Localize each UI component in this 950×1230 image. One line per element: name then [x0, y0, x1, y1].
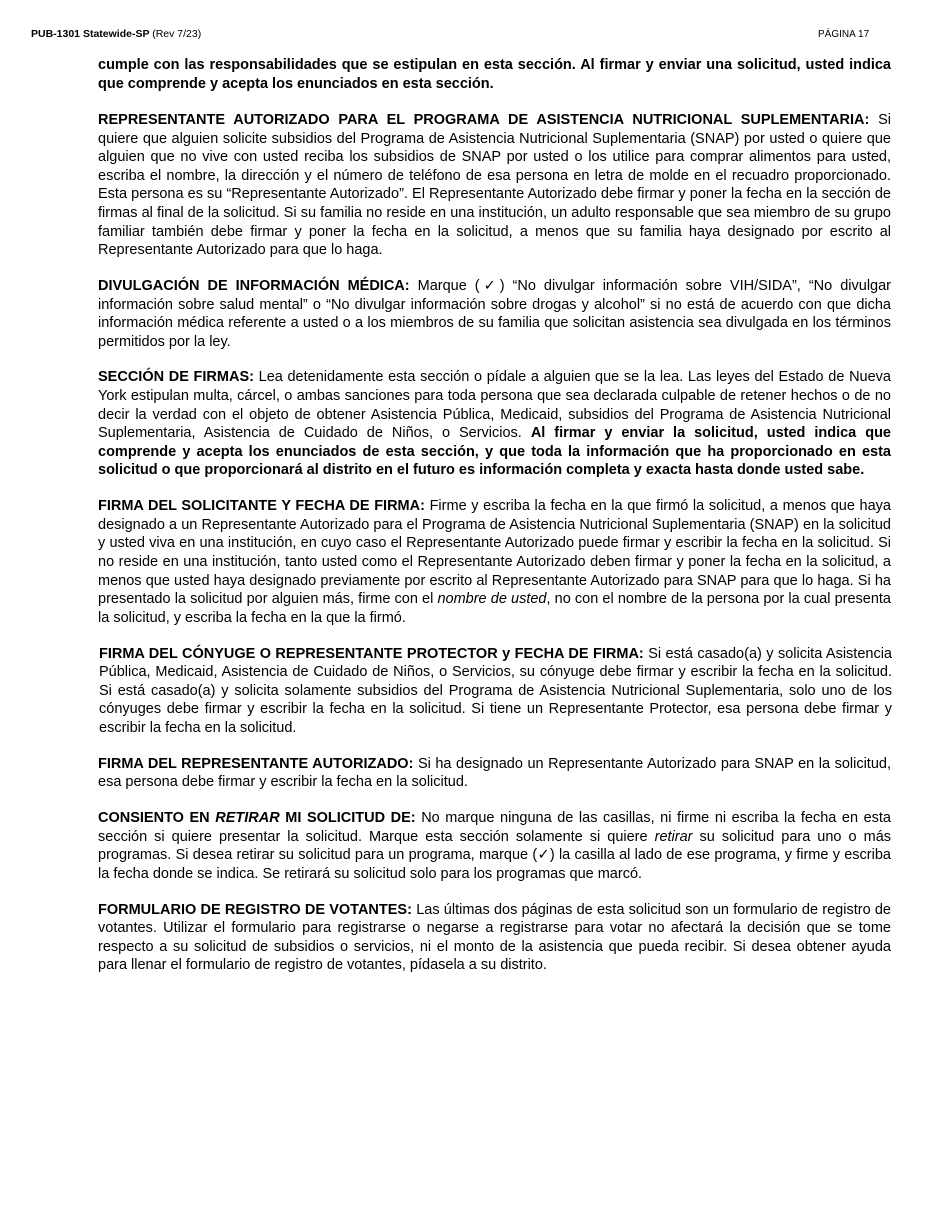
document-code: PUB-1301 Statewide-SP: [31, 28, 150, 40]
section-text: Si quiere que alguien solicite subsidios del Programa de Asistencia Nutricional Suplementaria (SNAP) por usted o quiere que alguien que no vive con usted reciba los subsidios de SNAP por usted o los utilice para comprar alimentos para usted, escriba el nombre, la dirección y el número de teléfono de esa persona en letra de molde en el recuadro proporcionado. Esta persona es su “Representante Autorizado”. El Representante Autorizado debe firmar y poner la fecha en la sección de firmas al final de la solicitud. Si su familia no reside en una institución, un adulto responsable que sea miembro de su grupo familiar también debe firmar y poner la fecha en la solicitud, a menos que su familia haya designado por escrito al Representante Autorizado para que lo haga.: [98, 111, 891, 259]
section-text-continued: su solicitud para uno o más programas. Si desea retirar su solicitud para un programa, marque (✓) la casilla al lado de ese programa, y firme y escriba la fecha donde se indica. Se retirará su solicitud solo para los programas que marcó.: [98, 828, 892, 882]
section-italic-text: retirar: [654, 828, 693, 845]
section-divulgacion: [98, 277, 891, 351]
document-id: [31, 28, 201, 40]
document-revision: (Rev 7/23): [152, 28, 202, 40]
section-heading: FIRMA DEL CÓNYUGE O REPRESENTANTE PROTECTOR y FECHA DE FIRMA:: [99, 645, 644, 662]
section-heading: SECCIÓN DE FIRMAS:: [98, 369, 254, 386]
section-heading: DIVULGACIÓN DE INFORMACIÓN MÉDICA:: [98, 277, 410, 294]
document-body: [98, 56, 891, 992]
section-heading: FIRMA DEL REPRESENTANTE AUTORIZADO:: [98, 755, 414, 772]
section-votantes: [98, 901, 891, 975]
intro-text: cumple con las responsabilidades que se estipulan en esta sección. Al firmar y enviar una solicitud, usted indica que comprende y acepta los enunciados en esta sección.: [98, 57, 891, 92]
section-text: Las últimas dos páginas de esta solicitud son un formulario de registro de votantes. Utilizar el formulario para registrarse o negarse a registrarse para votar no afectará la decisión que se tome respecto a su solicitud de subsidios o servicios, ni el monto de la asistencia que pueda recibir. Si desea obtener ayuda para llenar el formulario de registro de votantes, pídasela a su distrito.: [98, 901, 891, 974]
section-heading-continued: MI SOLICITUD DE:: [285, 810, 416, 827]
section-text: Si está casado(a) y solicita Asistencia Pública, Medicaid, Asistencia de Cuidado de Niños, o Servicios, su cónyuge debe firmar y escribir la fecha en la solicitud. Si está casado(a) y solicita solamente subsidios del Programa de Asistencia Nutricional Suplementaria, solo uno de los cónyuges debe firmar y escribir la fecha en la solicitud. Si tiene un Representante Protector, esa persona debe firmar y escribir la fecha en la solicitud.: [99, 645, 892, 736]
section-heading: FIRMA DEL SOLICITANTE Y FECHA DE FIRMA:: [98, 498, 425, 515]
section-text: Firme y escriba la fecha en la que firmó la solicitud, a menos que haya designado a un Representante Autorizado para el Programa de Asistencia Nutricional Suplementaria (SNAP) en la solicitud y usted viva en una institución, en cuyo caso el Representante Autorizado puede firmar y escribir la fecha en la solicitud. Si no reside en una institución, tanto usted como el Representante Autorizado deben firmar y poner la fecha en la solicitud, a menos que usted haya designado previamente por escrito al Representante Autorizado para SNAP para que lo haga. Si ha presentado la solicitud por alguien más, firme con el: [98, 498, 891, 608]
section-text-continued: , no con el nombre de la persona por la cual presenta la solicitud, y escriba la fecha en la que la firmó.: [98, 591, 892, 626]
section-firma-conyuge: [99, 645, 892, 738]
section-text: No marque ninguna de las casillas, ni firme ni escriba la fecha en esta sección si quiere presentar la solicitud. Marque esta sección solamente si quiere: [98, 810, 891, 845]
section-heading: REPRESENTANTE AUTORIZADO PARA EL PROGRAMA DE ASISTENCIA NUTRICIONAL SUPLEMENTARIA:: [98, 111, 870, 128]
section-text: Marque (✓) “No divulgar información sobre VIH/SIDA”, “No divulgar información sobre salud mental” o “No divulgar información sobre drogas y alcohol” si no está de acuerdo con que dicha información médica referente a usted o a los miembros de su familia que solicitan asistencia sea divulgada en los términos permitidos por la ley.: [98, 277, 891, 350]
section-text: Lea detenidamente esta sección o pídale a alguien que se la lea. Las leyes del Estado de Nueva York estipulan multa, cárcel, o ambas sanciones para toda persona que sea declarada culpable de retener hechos o de no decir la verdad con el objeto de obtener Asistencia Pública, Medicaid, subsidios del Programa de Asistencia Nutricional Suplementaria, Asistencia de Cuidado de Niños, o Servicios.: [98, 369, 891, 442]
section-firma-representante: [98, 755, 891, 792]
section-heading-italic: RETIRAR: [215, 810, 280, 827]
section-italic-text: nombre de usted: [437, 591, 547, 608]
section-firma-solicitante: [98, 497, 891, 627]
section-text: Si ha designado un Representante Autorizado para SNAP en la solicitud, esa persona debe firmar y escribir la fecha en la solicitud.: [98, 755, 891, 791]
section-heading: FORMULARIO DE REGISTRO DE VOTANTES:: [98, 901, 412, 918]
section-consiento: [98, 809, 891, 883]
page-number: PÁGINA 17: [818, 29, 870, 40]
section-representante: [98, 111, 891, 260]
section-bold-text: Al firmar y enviar la solicitud, usted indica que comprende y acepta los enunciados de esta sección, y que toda la información que ha proporcionado en esta solicitud o que proporcionará al distrito en el futuro es información completa y exacta hasta donde usted sabe.: [98, 425, 891, 479]
section-heading: CONSIENTO EN: [98, 810, 210, 827]
intro-paragraph: [98, 56, 891, 93]
section-firmas: [98, 368, 891, 480]
